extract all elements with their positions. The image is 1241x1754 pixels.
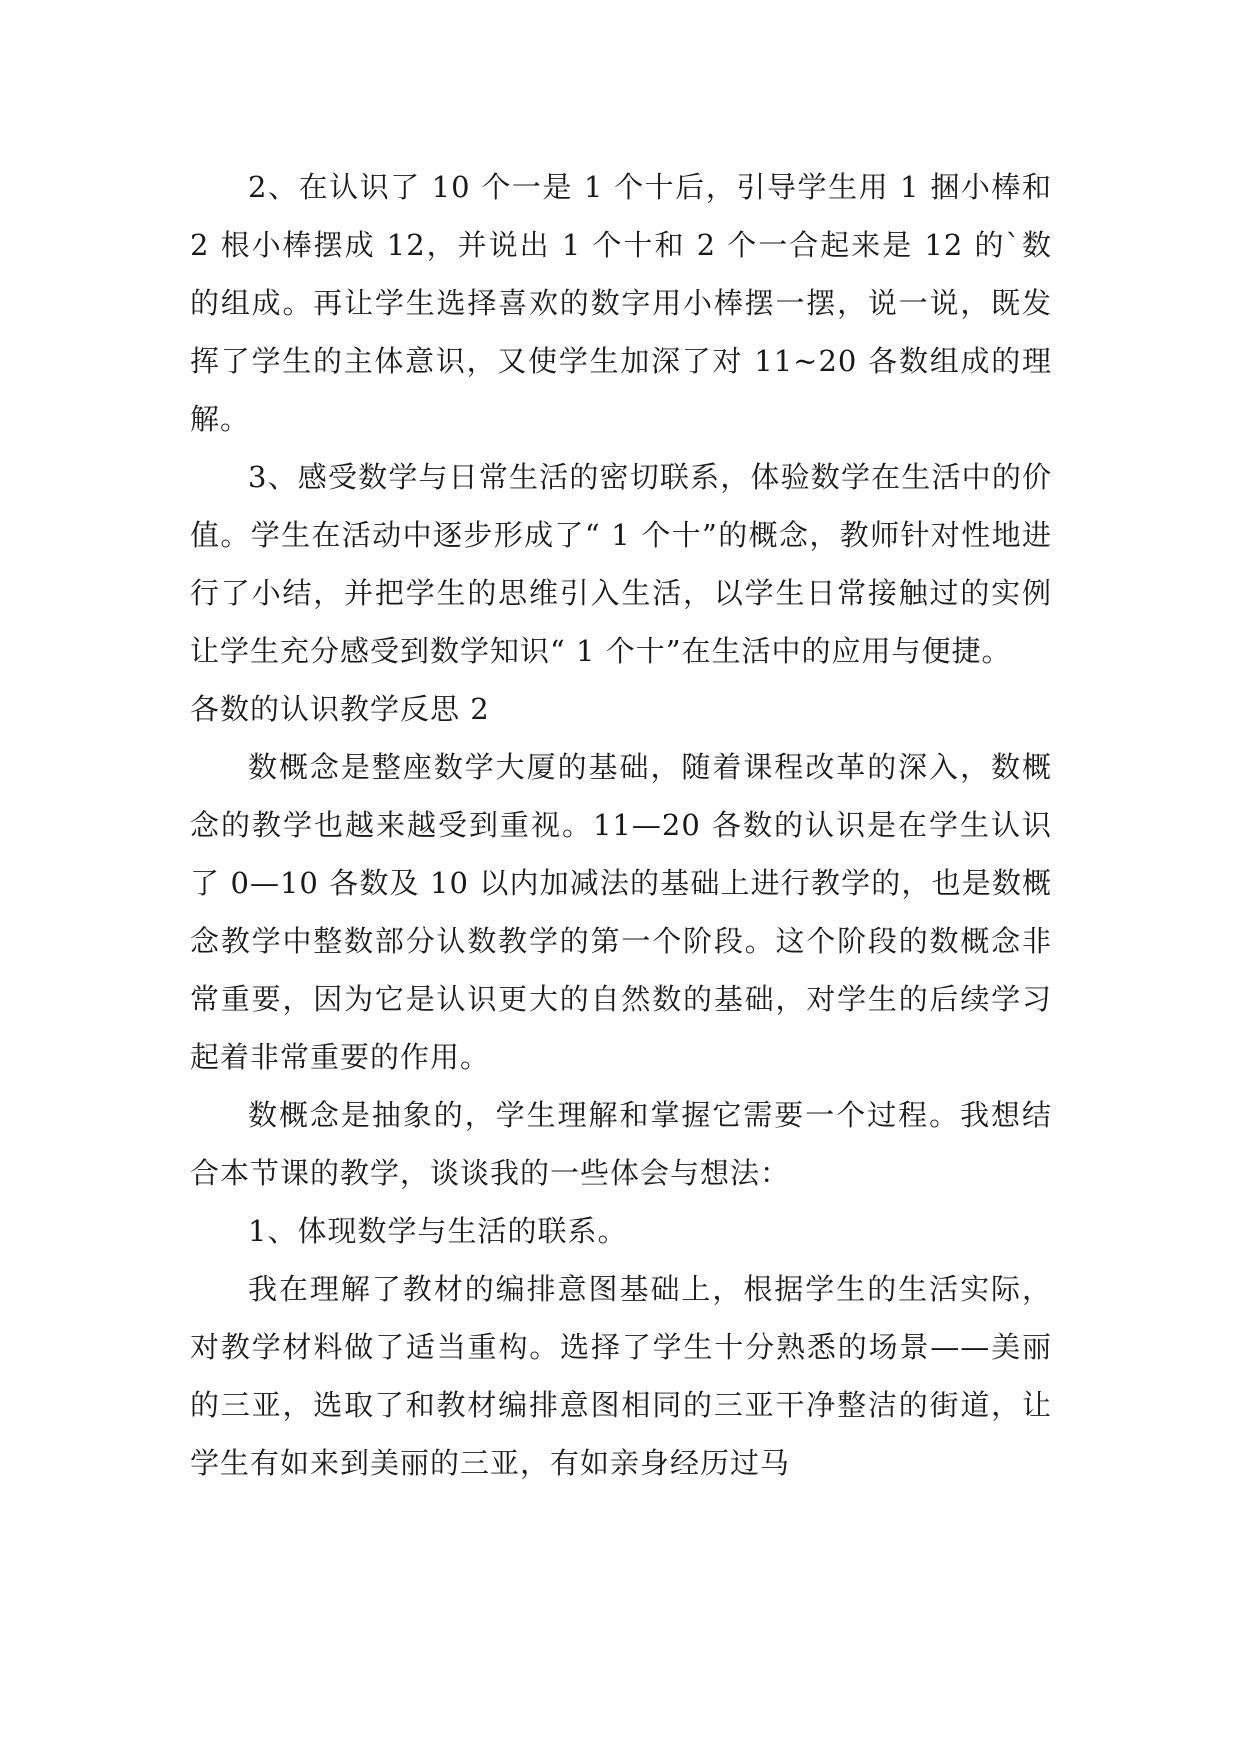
paragraph-point-1: 1、体现数学与生活的联系。 [248, 1214, 628, 1248]
section-heading: 各数的认识教学反思 2 [190, 692, 490, 726]
paragraph-2-composition: 2、在认识了 10 个一是 1 个十后，引导学生用 1 捆小棒和 2 根小棒摆成 12，并说出 1 个十和 2 个一合起来是 12 的`数的组成。再让学生选择喜欢的数字用小棒摆一摆，说一说，既发挥了学生的主体意识，又使学生加深了对 11~20 各数组成的理解。 [190, 170, 1052, 436]
paragraph-sanya-scene: 我在理解了教材的编排意图基础上，根据学生的生活实际，对教学材料做了适当重构。选择了学生十分熟悉的场景——美丽的三亚，选取了和教材编排意图相同的三亚干净整洁的街道，让学生有如来到美丽的三亚，有如亲身经历过马 [190, 1272, 1052, 1480]
paragraph-number-concept: 数概念是整座数学大厦的基础，随着课程改革的深入，数概念的教学也越来越受到重视。11—20 各数的认识是在学生认识了 0—10 各数及 10 以内加减法的基础上进行教学的，也是数概念教学中整数部分认数教学的第一个阶段。这个阶段的数概念非常重要，因为它是认识更大的自然数的基础，对学生的后续学习起着非常重要的作用。 [190, 750, 1052, 1074]
paragraph-abstract-concept: 数概念是抽象的，学生理解和掌握它需要一个过程。我想结合本节课的教学，谈谈我的一些体会与想法： [190, 1098, 1052, 1190]
document-body [190, 158, 1052, 1492]
paragraph-3-daily-life: 3、感受数学与日常生活的密切联系，体验数学在生活中的价值。学生在活动中逐步形成了“ 1 个十”的概念，教师针对性地进行了小结，并把学生的思维引入生活，以学生日常接触过的实例让学生充分感受到数学知识“ 1 个十”在生活中的应用与便捷。 [190, 460, 1052, 668]
